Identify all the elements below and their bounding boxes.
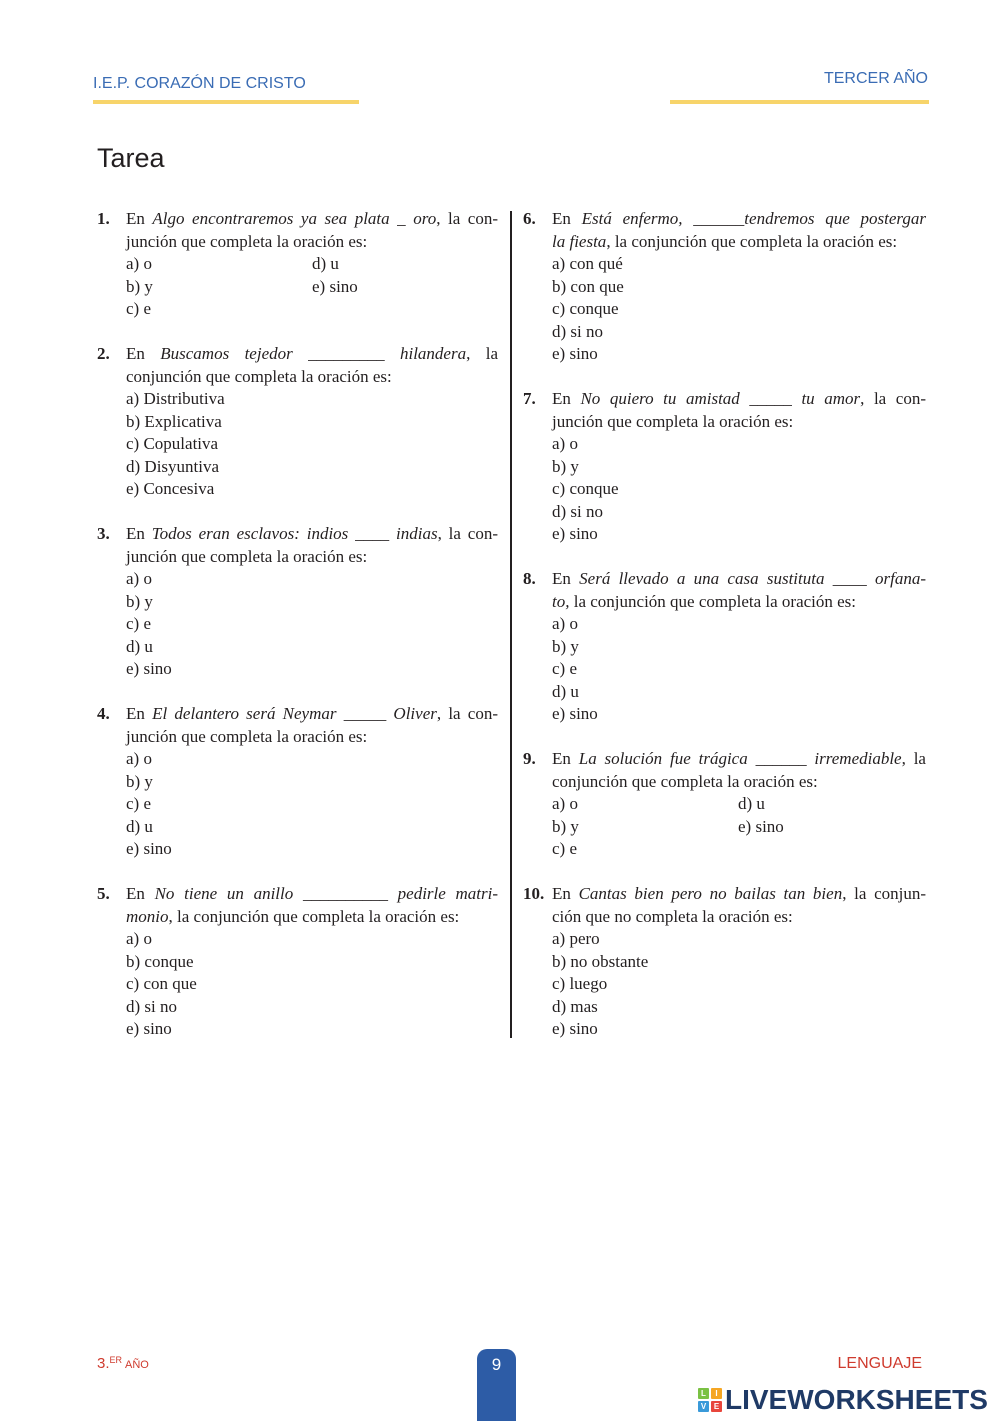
example-sentence: oro — [413, 209, 437, 228]
options-list — [126, 568, 498, 681]
prompt-line-1 — [126, 883, 498, 906]
prompt-line-2 — [552, 591, 926, 614]
example-sentence: El delantero será Neymar — [152, 704, 337, 723]
example-sentence: hilandera — [399, 344, 467, 363]
options-list — [552, 253, 926, 366]
option-e: e) sino — [552, 344, 598, 363]
example-sentence: Algo encontraremos ya sea plata — [152, 209, 390, 228]
option-b: b) y — [126, 276, 153, 296]
footer-grade-suffix: ER — [109, 1355, 123, 1365]
option-c: c) conque — [552, 299, 619, 318]
question-number: 6. — [523, 209, 536, 228]
answer-blank: _____ — [336, 704, 394, 723]
questions-column-right — [523, 208, 926, 1063]
option-a: a) o — [126, 254, 152, 273]
example-sentence: Oliver — [393, 704, 437, 723]
option-b: b) con que — [552, 276, 624, 296]
options-list — [126, 748, 498, 861]
prompt-lead: En — [126, 209, 153, 228]
page-number: 9 — [491, 1355, 502, 1374]
option-b: b) conque — [126, 951, 194, 971]
option-e: e) sino — [312, 276, 358, 296]
prompt-lead: En — [126, 704, 153, 723]
prompt-line-2 — [126, 726, 498, 749]
prompt-line-1 — [552, 208, 926, 231]
question-1 — [97, 208, 498, 321]
question-number: 10. — [523, 884, 545, 903]
question-4 — [97, 703, 498, 861]
options-list — [552, 433, 926, 546]
option-a: a) con qué — [552, 254, 623, 273]
grade-label: TERCER AÑO — [823, 70, 928, 87]
school-name: I.E.P. CORAZÓN DE CRISTO — [93, 75, 306, 92]
prompt-text: , la conjunción que completa la oración es: — [606, 231, 898, 251]
question-number: 7. — [523, 389, 536, 408]
question-number: 4. — [97, 704, 110, 723]
prompt-line-1 — [126, 208, 498, 231]
options-list — [126, 928, 498, 1041]
page-number-tab — [477, 1349, 516, 1421]
prompt-text: , la conjun- — [842, 884, 927, 903]
question-number: 1. — [97, 209, 110, 228]
answer-blank: ____ — [824, 569, 875, 588]
footer-grade-word: AÑO — [125, 1359, 149, 1371]
prompt-line-2 — [552, 906, 926, 929]
option-c: c) Copulativa — [126, 434, 219, 453]
prompt-text: , la conjunción que completa la oración es: — [168, 906, 460, 926]
header-rule-right — [670, 100, 929, 104]
prompt-lead: En — [552, 749, 579, 768]
prompt-text: , la con- — [436, 209, 498, 228]
option-a: a) Distributiva — [126, 389, 225, 408]
option-d: d) u — [738, 794, 765, 813]
example-sentence: Está enfermo, — [581, 209, 683, 228]
answer-blank: _ — [389, 209, 414, 228]
option-d: d) u — [552, 681, 579, 701]
option-b: b) y — [552, 636, 579, 656]
page-title: Tarea — [97, 143, 165, 173]
option-e: e) sino — [738, 816, 784, 836]
prompt-text: , la con- — [860, 389, 926, 408]
prompt-text: junción que completa la oración es: — [126, 726, 368, 746]
prompt-lead: En — [552, 569, 580, 588]
footer-subject: LENGUAJE — [837, 1355, 922, 1372]
options-list — [552, 928, 926, 1041]
question-6 — [523, 208, 926, 366]
example-sentence: monio — [126, 906, 169, 926]
option-c: c) e — [126, 794, 152, 813]
question-3 — [97, 523, 498, 681]
option-c: c) e — [126, 299, 152, 318]
footer-grade — [97, 1354, 149, 1375]
example-sentence: Buscamos tejedor — [160, 344, 293, 363]
option-d: d) si no — [552, 321, 603, 341]
logo-tile: I — [711, 1388, 722, 1399]
question-number: 5. — [97, 884, 110, 903]
header-rule-left — [93, 100, 359, 104]
answer-blank: __________ — [293, 884, 398, 903]
option-a: a) o — [126, 929, 152, 948]
question-number: 3. — [97, 524, 110, 543]
option-d: d) Disyuntiva — [126, 456, 220, 476]
question-10 — [523, 883, 926, 1041]
example-sentence: to, — [552, 591, 570, 611]
prompt-text: junción que completa la oración es: — [126, 231, 368, 251]
option-c: c) con que — [126, 974, 197, 993]
logo-tile: V — [698, 1401, 709, 1412]
prompt-line-1 — [552, 883, 926, 906]
prompt-line-2 — [552, 411, 926, 434]
options-list — [552, 793, 926, 861]
option-d: d) u — [312, 254, 339, 273]
option-d: d) u — [126, 636, 153, 656]
option-a: a) o — [552, 434, 578, 453]
option-b: b) no obstante — [552, 951, 649, 971]
option-a: a) o — [126, 749, 152, 768]
prompt-text: la conjunción que completa la oración es: — [569, 591, 857, 611]
option-d: d) mas — [552, 996, 598, 1016]
prompt-line-1 — [126, 523, 498, 546]
prompt-lead: En — [552, 884, 579, 903]
liveworksheets-logo-text: LIVEWORKSHEETS — [725, 1384, 988, 1415]
prompt-lead: En — [126, 344, 161, 363]
option-c: c) luego — [552, 974, 608, 993]
option-e: e) sino — [126, 839, 172, 858]
questions-column-left — [97, 208, 498, 1063]
example-sentence: irremediable — [814, 749, 902, 768]
example-sentence: Será llevado a una casa sustituta — [579, 569, 825, 588]
example-sentence: Todos eran esclavos: indios — [151, 524, 349, 543]
example-sentence: La solución fue trágica — [578, 749, 748, 768]
option-d: d) si no — [126, 996, 177, 1016]
option-a: a) o — [552, 794, 578, 813]
example-sentence: tu amor — [801, 389, 861, 408]
option-c: c) e — [552, 659, 578, 678]
column-divider — [510, 211, 512, 1038]
prompt-text: junción que completa la oración es: — [126, 546, 368, 566]
prompt-line-2 — [126, 906, 498, 929]
option-e: e) sino — [126, 1019, 172, 1038]
option-e: e) sino — [552, 1019, 598, 1038]
answer-blank: ______ — [747, 749, 815, 768]
option-c: c) e — [552, 839, 578, 858]
prompt-text: ción que no completa la oración es: — [552, 906, 793, 926]
option-e: e) Concesiva — [126, 479, 215, 498]
prompt-line-1 — [552, 388, 926, 411]
answer-blank: _____ — [739, 389, 802, 408]
option-a: a) pero — [552, 929, 600, 948]
question-9 — [523, 748, 926, 861]
prompt-line-1 — [552, 748, 926, 771]
prompt-lead: En — [552, 389, 581, 408]
prompt-text: junción que completa la oración es: — [552, 411, 794, 431]
options-list — [552, 613, 926, 726]
option-b: b) y — [552, 456, 579, 476]
example-sentence: indias — [396, 524, 438, 543]
prompt-line-2 — [552, 231, 926, 254]
option-c: c) conque — [552, 479, 619, 498]
option-b: b) Explicativa — [126, 411, 222, 431]
prompt-lead: En — [552, 209, 582, 228]
logo-tile: E — [711, 1401, 722, 1412]
question-8 — [523, 568, 926, 726]
answer-blank: ______ — [682, 209, 745, 228]
option-e: e) sino — [552, 524, 598, 543]
answer-blank: _________ — [292, 344, 400, 363]
prompt-text: , la con- — [436, 704, 499, 723]
question-number: 2. — [97, 344, 110, 363]
liveworksheets-logo[interactable] — [698, 1385, 988, 1415]
prompt-text: , la con- — [437, 524, 498, 543]
logo-tile: L — [698, 1388, 709, 1399]
answer-blank: ____ — [348, 524, 396, 543]
option-e: e) sino — [552, 704, 598, 723]
prompt-lead: En — [126, 884, 155, 903]
prompt-line-1 — [552, 568, 926, 591]
options-list — [126, 253, 498, 321]
question-2 — [97, 343, 498, 501]
prompt-text: conjunción que completa la oración es: — [552, 771, 818, 791]
prompt-line-2 — [126, 366, 498, 389]
prompt-line-2 — [126, 546, 498, 569]
example-sentence: la fiesta — [552, 231, 607, 251]
options-list — [126, 388, 498, 501]
option-b: b) y — [126, 591, 153, 611]
option-a: a) o — [552, 614, 578, 633]
option-b: b) y — [126, 771, 153, 791]
prompt-line-1 — [126, 703, 498, 726]
example-sentence: tendremos que postergar — [744, 209, 926, 228]
prompt-lead: En — [126, 524, 152, 543]
example-sentence: Cantas bien pero no bailas tan bien — [578, 884, 843, 903]
footer-grade-number: 3. — [97, 1355, 110, 1372]
prompt-text: conjunción que completa la oración es: — [126, 366, 392, 386]
option-a: a) o — [126, 569, 152, 588]
prompt-text: , la — [901, 749, 926, 768]
example-sentence: pedirle matri- — [397, 884, 499, 903]
question-7 — [523, 388, 926, 546]
example-sentence: No quiero tu amistad — [580, 389, 740, 408]
prompt-line-2 — [552, 771, 926, 794]
question-5 — [97, 883, 498, 1041]
question-number: 8. — [523, 569, 536, 588]
option-b: b) y — [552, 816, 579, 836]
option-d: d) si no — [552, 501, 603, 521]
liveworksheets-logo-icon — [698, 1388, 722, 1412]
question-number: 9. — [523, 749, 536, 768]
example-sentence: No tiene un anillo — [154, 884, 294, 903]
option-d: d) u — [126, 816, 153, 836]
option-e: e) sino — [126, 659, 172, 678]
prompt-text: , la — [466, 344, 498, 363]
option-c: c) e — [126, 614, 152, 633]
example-sentence: orfana- — [875, 569, 926, 588]
prompt-line-2 — [126, 231, 498, 254]
prompt-line-1 — [126, 343, 498, 366]
